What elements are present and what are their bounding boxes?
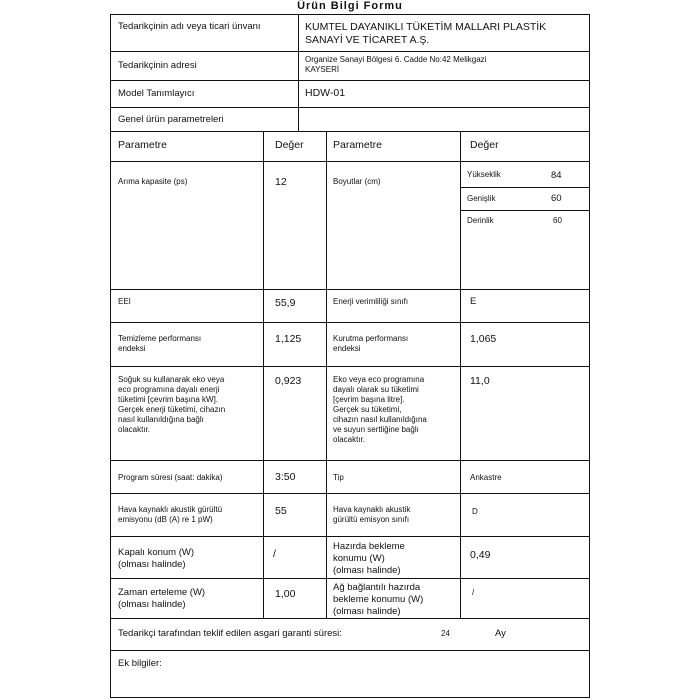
networked-standby-label-line1: Ağ bağlantılı hazırda — [333, 582, 421, 593]
water-consumption-line: Eko veya eco programına — [333, 375, 425, 384]
grid-line — [110, 493, 590, 494]
grid-line — [110, 536, 590, 537]
standby-label-line2: konumu (W) — [333, 553, 385, 564]
water-consumption-line: dayalı olarak su tüketimi — [333, 385, 419, 394]
grid-line — [460, 210, 590, 211]
energy-consumption-line: Gerçek enerji tüketimi, cihazın — [118, 405, 226, 414]
off-mode-label-line1: Kapalı konum (W) — [118, 547, 195, 558]
water-consumption-line: Gerçek su tüketimi, — [333, 405, 402, 414]
drying-value: 1,065 — [470, 333, 497, 345]
water-consumption-line: cihazın nasıl kullanıldığına — [333, 415, 427, 424]
grid-line — [110, 697, 590, 698]
grid-line — [110, 14, 111, 698]
networked-standby-label-line3: (olması halinde) — [333, 606, 401, 617]
networked-standby-value: / — [472, 588, 475, 597]
program-duration-label: Program süresi (saat: dakika) — [118, 473, 223, 482]
grid-line — [110, 14, 590, 15]
eei-label: EEI — [118, 297, 131, 306]
grid-line — [110, 107, 590, 108]
supplier-name-line1: KUMTEL DAYANIKLI TÜKETİM MALLARI PLASTİK — [305, 21, 547, 33]
type-label: Tip — [333, 473, 344, 482]
width-value: 60 — [551, 193, 562, 204]
energy-consumption-line: eco programına dayalı enerji — [118, 385, 220, 394]
cleaning-label-line2: endeksi — [118, 344, 146, 353]
capacity-label: Arıma kapasite (ps) — [118, 177, 188, 186]
drying-label-line1: Kurutma performansı — [333, 334, 409, 343]
grid-line — [460, 187, 590, 188]
grid-line — [110, 131, 590, 132]
model-label: Model Tanımlayıcı — [118, 88, 195, 99]
delay-start-label-line2: (olması halinde) — [118, 599, 186, 610]
grid-line — [110, 366, 590, 367]
energy-consumption-line: Soğuk su kullanarak eko veya — [118, 375, 225, 384]
header-value-left: Değer — [275, 139, 304, 151]
noise-class-label-line1: Hava kaynaklı akustik — [333, 505, 411, 514]
grid-line — [110, 460, 590, 461]
height-label: Yükseklik — [467, 170, 501, 179]
supplier-address-line1: Organize Sanayi Bölgesi 6. Cadde No:42 Melikgazi — [305, 55, 487, 64]
energy-consumption-line: olacaktır. — [118, 425, 151, 434]
grid-line — [326, 131, 327, 618]
header-param-right: Parametre — [333, 139, 383, 151]
grid-line — [263, 131, 264, 618]
energy-consumption-value: 0,923 — [275, 375, 302, 387]
cleaning-value: 1,125 — [275, 333, 302, 345]
grid-line — [110, 578, 590, 579]
dimensions-label: Boyutlar (cm) — [333, 177, 381, 186]
grid-line — [589, 14, 590, 698]
supplier-address-label: Tedarikçinin adresi — [118, 60, 197, 71]
warranty-unit: Ay — [495, 628, 506, 639]
grid-line — [110, 51, 590, 52]
water-consumption-line: olacaktır. — [333, 435, 366, 444]
delay-start-value: 1,00 — [275, 588, 296, 600]
energy-consumption-line: tüketimi [çevrim başına kW]. — [118, 395, 219, 404]
supplier-address-line2: KAYSERİ — [305, 65, 340, 74]
grid-line — [110, 322, 590, 323]
standby-label-line3: (olması halinde) — [333, 565, 401, 576]
water-consumption-value: 11,0 — [470, 375, 490, 387]
height-value: 84 — [551, 170, 562, 181]
header-value-right: Değer — [470, 139, 499, 151]
noise-class-label-line2: gürültü emisyon sınıfı — [333, 515, 410, 524]
width-label: Genişlik — [467, 194, 496, 203]
standby-value: 0,49 — [470, 549, 491, 561]
supplier-name-line2: SANAYİ VE TİCARET A.Ş. — [305, 34, 430, 46]
grid-line — [460, 131, 461, 618]
depth-label: Derinlik — [467, 216, 494, 225]
cleaning-label-line1: Temizleme performansı — [118, 334, 202, 343]
grid-line — [110, 618, 590, 619]
networked-standby-label-line2: bekleme konumu (W) — [333, 594, 424, 605]
grid-line — [298, 14, 299, 131]
grid-line — [110, 80, 590, 81]
warranty-value: 24 — [441, 629, 450, 638]
water-consumption-line: [çevrim başına litre]. — [333, 395, 405, 404]
noise-class-value: D — [472, 507, 478, 516]
energy-class-value: E — [470, 296, 477, 307]
standby-label-line1: Hazırda bekleme — [333, 541, 405, 552]
off-mode-value: / — [273, 548, 276, 560]
model-value: HDW-01 — [305, 87, 346, 99]
capacity-value: 12 — [275, 176, 287, 188]
water-consumption-line: ve suyun sertliğine bağlı — [333, 425, 419, 434]
header-param-left: Parametre — [118, 139, 168, 151]
extra-info-label: Ek bilgiler: — [118, 658, 162, 669]
noise-label-line1: Hava kaynaklı akustik gürültü — [118, 505, 223, 514]
noise-label-line2: emisyonu (dB (A) re 1 pW) — [118, 515, 213, 524]
grid-line — [110, 289, 590, 290]
depth-value: 60 — [553, 216, 562, 225]
off-mode-label-line2: (olması halinde) — [118, 559, 186, 570]
energy-consumption-line: nasıl kullanıldığına bağlı — [118, 415, 204, 424]
energy-class-label: Enerji verimliliği sınıfı — [333, 297, 409, 306]
delay-start-label-line1: Zaman erteleme (W) — [118, 587, 206, 598]
form-title: Ürün Bilgi Formu — [297, 0, 403, 12]
supplier-name-label: Tedarikçinin adı veya ticari ünvanı — [118, 21, 261, 32]
drying-label-line2: endeksi — [333, 344, 361, 353]
warranty-label: Tedarikçi tarafından teklif edilen asgari garanti süresi: — [118, 628, 342, 639]
general-params-label: Genel ürün parametreleri — [118, 114, 224, 125]
grid-line — [110, 161, 590, 162]
eei-value: 55,9 — [275, 297, 296, 309]
grid-line — [110, 650, 590, 651]
type-value: Ankastre — [470, 473, 502, 482]
noise-value: 55 — [275, 505, 287, 517]
program-duration-value: 3:50 — [275, 471, 296, 483]
